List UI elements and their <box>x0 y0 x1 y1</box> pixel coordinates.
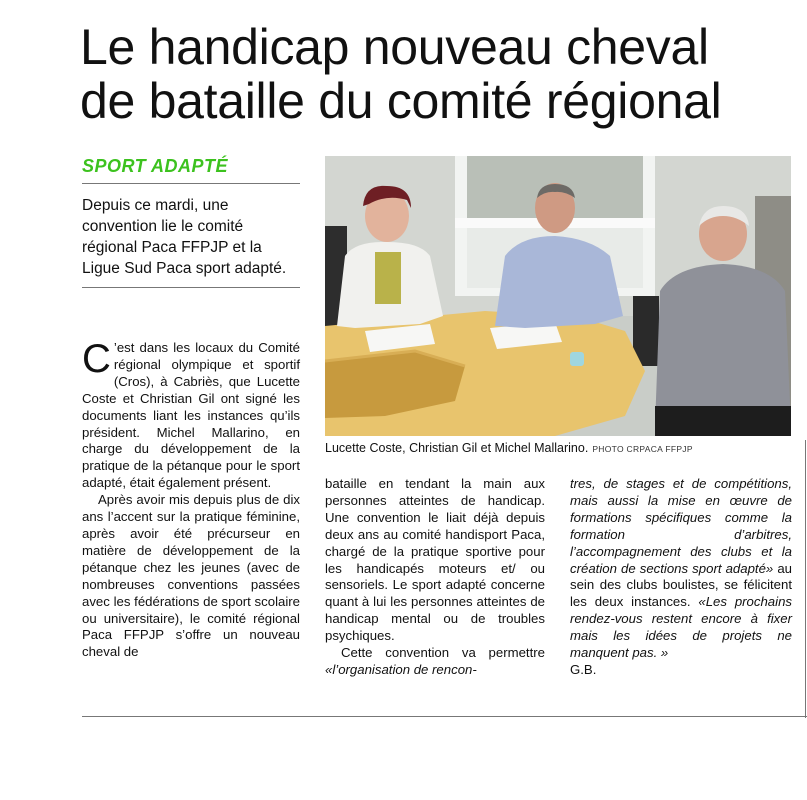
paragraph-5-text: au sein des clubs boulistes, se félicitent les deux instances. <box>570 560 792 610</box>
column-2 <box>325 476 545 679</box>
photo-caption <box>325 441 795 455</box>
quote-start: «l’organisation de rencon- <box>325 661 477 677</box>
signature: G.B. <box>570 661 597 677</box>
headline-line-1: Le handicap nouveau cheval <box>80 19 709 75</box>
paragraph-4 <box>325 645 545 679</box>
paragraph-3: bataille en tendant la main aux personnes atteintes de handicap. Une convention le liait déjà depuis deux ans au comité handisport Paca, chargé de la pratique sportive pour les handicapés moteurs et/ ou sensoriels. Le sport adapté concerne quant à lui les personnes atteintes de handicap mental ou de troubles psychiques. <box>325 476 545 644</box>
paragraph-1-text: ’est dans les locaux du Comité régional olympique et sportif (Cros), à Cabriès, que Lucette Coste et Christian Gil ont signé les documents liant les instances qu’ils président. Michel Mallarino, en charge du développement de la pratique de la pétanque pour le sport adapté, était également présent. <box>82 340 300 491</box>
column-3 <box>570 476 792 679</box>
drop-cap: C <box>82 337 111 381</box>
right-column-rule <box>805 440 806 718</box>
paragraph-1 <box>82 337 300 492</box>
paragraph-5 <box>570 476 792 662</box>
headline <box>80 20 800 128</box>
quote-2: «Les prochains rendez-vous restent encore à fixer mais les idées de projets ne manquent pas. » <box>570 594 792 661</box>
paragraph-4-text: Cette convention va permettre <box>341 645 545 661</box>
bottom-rule <box>82 716 807 717</box>
column-1 <box>82 337 300 661</box>
lead-paragraph: Depuis ce mardi, une convention lie le comité régional Paca FFPJP et la Ligue Sud Paca sport adapté. <box>82 195 300 288</box>
photo-illustration <box>325 156 791 436</box>
paragraph-2: Après avoir mis depuis plus de dix ans l’accent sur la pratique féminine, après avoir été précurseur en matière de développement de la pétanque chez les jeunes (avec de nombreuses conventions passées avec les fédérations de sport scolaire ou universitaire), le comité régional Paca FFPJP s’offre un nouveau cheval de <box>82 492 300 660</box>
article-photo <box>325 156 791 436</box>
section-rubric: SPORT ADAPTÉ <box>82 156 300 184</box>
headline-line-2: de bataille du comité régional <box>80 73 722 129</box>
quote-continued: tres, de stages et de compétitions, mais aussi la mise en œuvre de formations spécifiques comme la formation d’arbitres, l’accompagnement des clubs et la création de sections sport adapté» <box>570 476 792 576</box>
caption-text: Lucette Coste, Christian Gil et Michel Mallarino. <box>325 441 589 455</box>
photo-credit: PHOTO CRPACA FFPJP <box>592 444 693 454</box>
